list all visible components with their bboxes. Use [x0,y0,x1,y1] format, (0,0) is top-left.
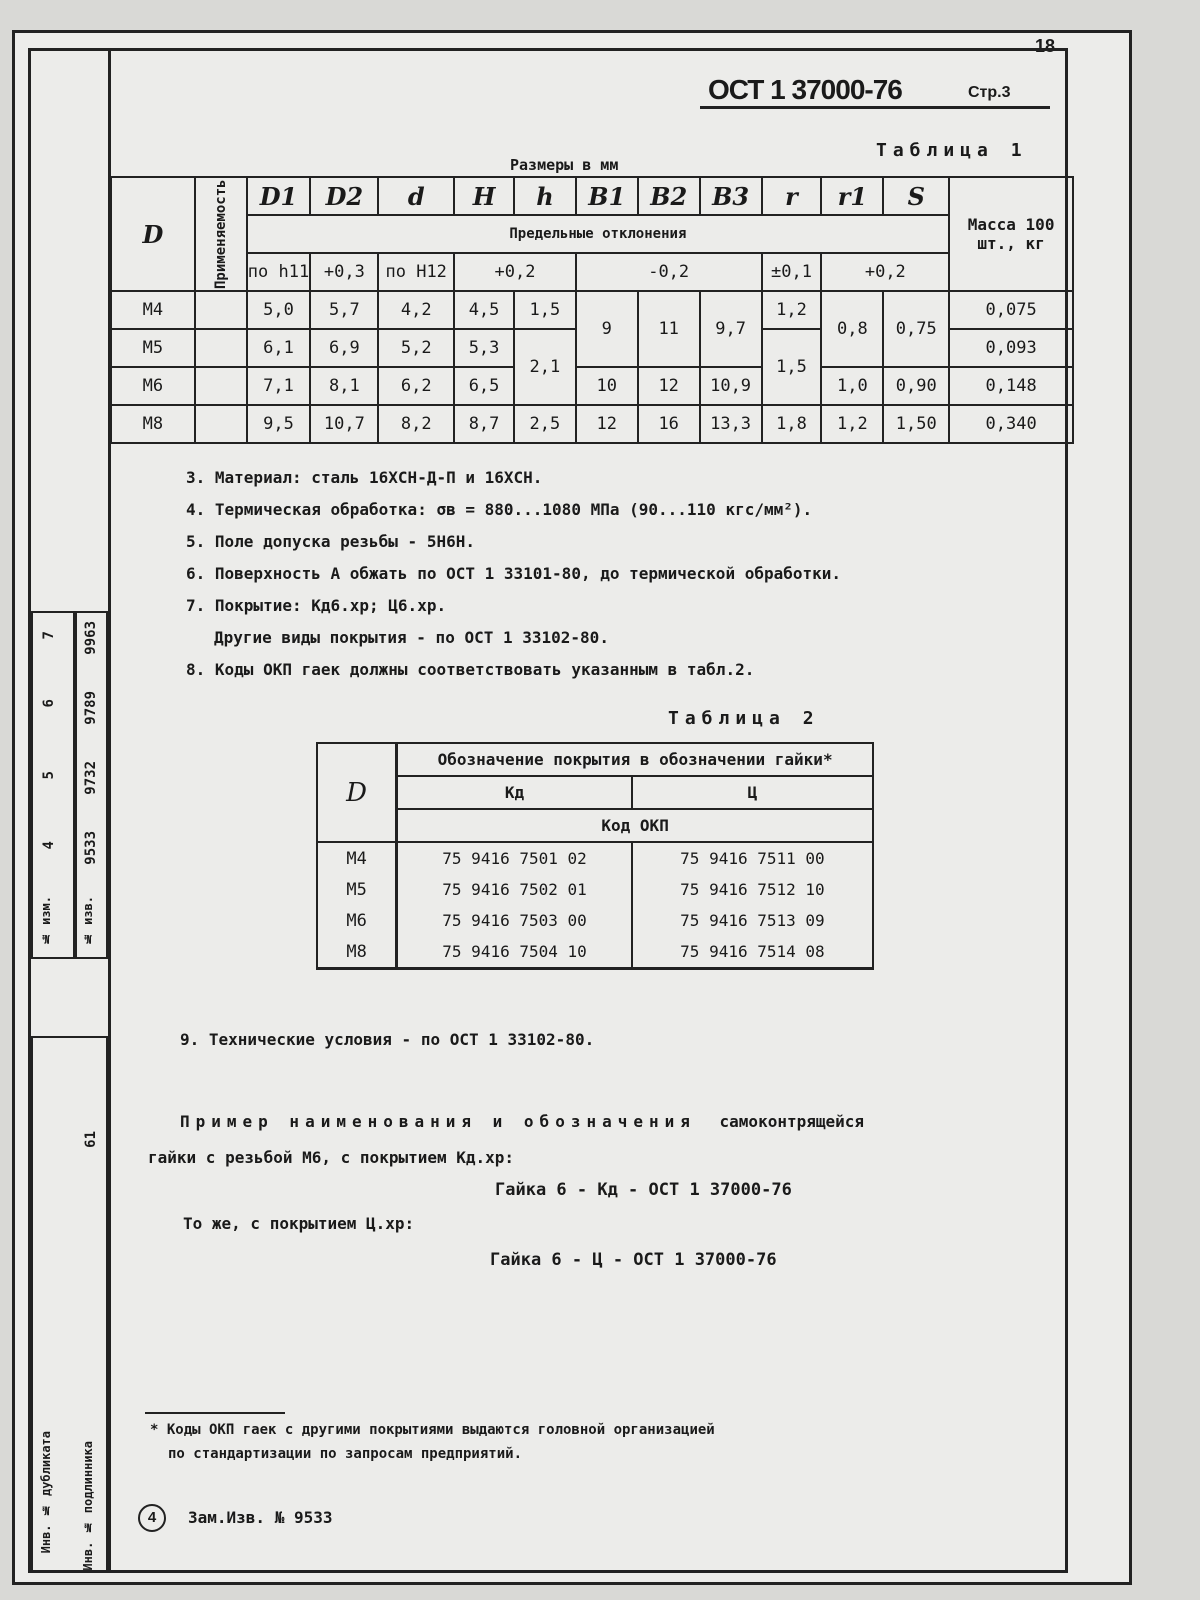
table1-cell-D1: 6,1 [247,329,311,367]
tech-conditions: 9. Технические условия - по ОСТ 1 33102-80. [180,1030,595,1049]
table1-header-d: d [378,177,454,215]
table1-cell-apply [195,405,247,443]
table2-caption: Таблица 2 [668,708,820,729]
table2-cell-ts: 75 9416 7512 10 [632,874,873,905]
table1-cell-apply [195,329,247,367]
example-heading-rest: самоконтрящейся [719,1112,865,1131]
table1-cell-d: 8,2 [378,405,454,443]
table1-cell-D: М6 [111,367,195,405]
table1-cell-r1: 1,2 [821,405,883,443]
table1-cell-apply [195,367,247,405]
note-surface: 6. Поверхность А обжать по ОСТ 1 33101-80, до термической обработки. [186,564,842,583]
table1-cell-H: 8,7 [454,405,514,443]
notes-list [186,462,841,686]
table1-cell-B1: 12 [576,405,638,443]
footnote [150,1418,715,1466]
side-col-doc-6: 9789 [83,691,99,725]
example-line-4: То же, с покрытием Ц.хр: [183,1214,415,1233]
table1-cell-h: 2,1 [514,329,576,405]
table2-cell-kd: 75 9416 7504 10 [397,936,632,969]
table2-header-ts: Ц [632,776,873,809]
table1-cell-B3: 9,7 [700,291,762,367]
note-heat-treatment: 4. Термическая обработка: σв = 880...1080 МПа (90...110 кгс/мм²). [186,500,813,519]
table1-cell-mass: 0,148 [949,367,1073,405]
example-heading-spaced: Пример наименования и обозначения [180,1112,696,1131]
side-col-doc-4: 9533 [83,831,99,865]
table1-header-B1: B1 [576,177,638,215]
note-coating: 7. Покрытие: Кд6.хр; Ц6.хр. [186,596,447,615]
side-col-num-7: 7 [41,631,57,640]
side-change-numbers [31,611,75,959]
table2-header-okp: Код ОКП [397,809,873,842]
table1-tol-B: -0,2 [576,253,762,291]
example-line-2: гайки с резьбой М6, с покрытием Кд.хр: [148,1148,515,1167]
table1-tol-D2: +0,3 [310,253,378,291]
table1-cell-H: 4,5 [454,291,514,329]
table1-cell-D: М8 [111,405,195,443]
table1-cell-D2: 10,7 [310,405,378,443]
table2 [316,742,874,970]
table1-cell-D2: 8,1 [310,367,378,405]
table1-cell-D: М5 [111,329,195,367]
table2-cell-kd: 75 9416 7502 01 [397,874,632,905]
table2-cell-kd: 75 9416 7503 00 [397,905,632,936]
table1-cell-r: 1,2 [762,291,822,329]
table1-cell-D2: 5,7 [310,291,378,329]
table2-cell-kd: 75 9416 7501 02 [397,842,632,874]
table1-cell-H: 5,3 [454,329,514,367]
page-number: 18 [1035,36,1056,56]
table1-cell-S: 0,90 [883,367,949,405]
table1-cell-h: 2,5 [514,405,576,443]
table1-header-apply: Применяемость [195,177,247,291]
table1-cell-B2: 16 [638,405,700,443]
side-col-doc-5: 9732 [83,761,99,795]
table1-cell-d: 5,2 [378,329,454,367]
table1-header-H: H [454,177,514,215]
table1-header-r1: r1 [821,177,883,215]
table1-cell-D2: 6,9 [310,329,378,367]
table1-cell-B2: 12 [638,367,700,405]
table2-cell-ts: 75 9416 7514 08 [632,936,873,969]
table1-cell-D: М4 [111,291,195,329]
table1-cell-mass: 0,075 [949,291,1073,329]
table1-cell-r: 1,8 [762,405,822,443]
side-col-num-4: 4 [41,841,57,850]
table1-cell-r: 1,5 [762,329,822,405]
footnote-line-2: по стандартизации по запросам предприятий. [168,1446,523,1462]
table1-cell-B3: 10,9 [700,367,762,405]
table2-cell-D: М8 [317,936,397,969]
table1-header-B3: B3 [700,177,762,215]
table2-header-designation: Обозначение покрытия в обозначении гайки* [397,743,873,776]
table1-cell-S: 0,75 [883,291,949,367]
table1-header-mass: Масса 100 шт., кг [949,177,1073,291]
example-designation-ts: Гайка 6 - Ц - ОСТ 1 37000-76 [490,1250,777,1270]
table2-header-D: D [317,743,397,842]
table1-header-D2: D2 [310,177,378,215]
example-designation-kd: Гайка 6 - Кд - ОСТ 1 37000-76 [495,1180,792,1200]
table1-caption: Таблица 1 [876,140,1028,161]
note-other-coatings: Другие виды покрытия - по ОСТ 1 33102-80. [214,628,609,647]
side-inventory-number: 61 [83,1131,99,1148]
example-heading [180,1112,864,1131]
table1 [110,176,1074,444]
side-label-original: Инв. № подлинника [81,1441,95,1571]
table1-cell-r1: 0,8 [821,291,883,367]
table1-cell-d: 6,2 [378,367,454,405]
table1-cell-H: 6,5 [454,367,514,405]
table1-tol-r1-S: +0,2 [821,253,949,291]
table1-header-D: D [111,177,195,291]
table1-header-limits: Предельные отклонения [247,215,950,253]
note-material: 3. Материал: сталь 16ХСН-Д-П и 16ХСН. [186,468,543,487]
table1-tol-D1: по h11 [247,253,311,291]
side-label-duplicate: Инв. № дубликата [39,1431,53,1554]
table1-cell-h: 1,5 [514,291,576,329]
side-label-change: № изм. [39,896,53,947]
side-col-num-6: 6 [41,699,57,708]
table1-header-D1: D1 [247,177,311,215]
table1-cell-B2: 11 [638,291,700,367]
table1-cell-B1: 10 [576,367,638,405]
table1-tol-H-h: +0,2 [454,253,576,291]
note-okp-codes: 8. Коды ОКП гаек должны соответствовать указанным в табл.2. [186,660,755,679]
header-underline [700,106,1050,109]
side-label-notice: № изв. [81,896,95,947]
footnote-line-1: * Коды ОКП гаек с другими покрытиями выдаются головной организацией [150,1422,715,1438]
table1-header-S: S [883,177,949,215]
table1-header-h: h [514,177,576,215]
table1-header-r: r [762,177,822,215]
side-col-doc-7: 9963 [83,621,99,655]
change-number-circle: 4 [138,1504,166,1532]
side-registration-block [28,48,108,1573]
table1-cell-apply [195,291,247,329]
table1-cell-D1: 9,5 [247,405,311,443]
standard-number: ОСТ 1 37000-76 [708,74,902,105]
table1-cell-B3: 13,3 [700,405,762,443]
table2-cell-D: М5 [317,874,397,905]
side-col-num-5: 5 [41,771,57,780]
table1-cell-r1: 1,0 [821,367,883,405]
footnote-separator [145,1412,285,1414]
table1-header-B2: B2 [638,177,700,215]
table1-cell-d: 4,2 [378,291,454,329]
table2-cell-ts: 75 9416 7511 00 [632,842,873,874]
table1-tol-d: по H12 [378,253,454,291]
table2-cell-ts: 75 9416 7513 09 [632,905,873,936]
note-thread-tolerance: 5. Поле допуска резьбы - 5Н6Н. [186,532,475,551]
change-notice: Зам.Изв. № 9533 [188,1508,333,1527]
table1-cell-B1: 9 [576,291,638,367]
table1-cell-D1: 7,1 [247,367,311,405]
table1-sizes-note: Размеры в мм [510,156,619,174]
table2-header-kd: Кд [397,776,632,809]
table1-cell-mass: 0,340 [949,405,1073,443]
standard-page: Стр.3 [968,84,1011,101]
table1-cell-S: 1,50 [883,405,949,443]
table1-cell-mass: 0,093 [949,329,1073,367]
table1-tol-r: ±0,1 [762,253,822,291]
table2-cell-D: М4 [317,842,397,874]
table2-cell-D: М6 [317,905,397,936]
table1-cell-D1: 5,0 [247,291,311,329]
